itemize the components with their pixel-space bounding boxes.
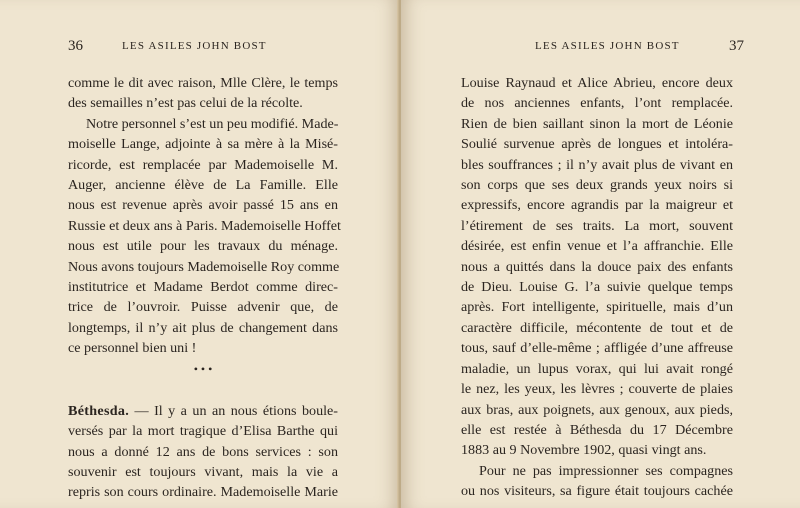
text-line: Soulié survenue après de longues et intolérа- [461,136,733,153]
text-line: Russie et deux ans à Paris. Mademoiselle Hoffet [68,217,341,234]
text-line: des semailles n’est pas celui de la récolte. [68,95,303,112]
text-line: nous est utile pour les travaux du ménage. [68,238,338,255]
text-line: nous a donné 12 ans de bons services : son [68,443,338,460]
text-fragment: — Il y a un an nous étions boule- [129,402,338,419]
text-line: tous, sauf d’elle-même ; affligée d’une affreuse [461,340,733,357]
left-page [0,0,399,508]
text-line: le nez, les yeux, les lèvres ; couverte de plaies [461,381,733,398]
text-line: Nous avons toujours Mademoiselle Roy comme [68,258,340,275]
text-line: de nos anciennes enfants, l’ont remplacée. [461,95,733,112]
page-number: 36 [68,38,83,54]
text-line: ricorde, est remplacée par Mademoiselle M. [68,156,338,173]
text-line: aux bras, aux poignets, aux genoux, aux pieds, [461,401,733,418]
text-line [68,401,338,421]
text-line: repris son cours ordinaire. Mademoiselle Marie [68,484,338,501]
text-line: expressifs, encore agrandis par la maigreur et [461,197,733,214]
text-line: versés par la mort tragique d’Elisa Barthe qui [68,423,338,440]
text-line: après. Fort intelligente, spirituelle, mais d’un [461,299,733,316]
page-body [68,73,341,503]
section-heading: Béthesda. [68,402,130,419]
text-line: Rien de bien saillant sinon la mort de Léonie [461,115,733,132]
text-line: longtemps, il n’y ait plus de changement dans [68,319,338,336]
text-line: de Dieu. Louise G. l’a suivie quelque temps [461,279,733,296]
text-line: bles souffrances ; il n’y avait plus de vivant en [461,156,733,173]
text-line: l’étirement de ses traits. La mort, souvent [461,217,733,234]
text-line: caractère difficile, mécontente de tout et de [461,319,733,336]
text-line: son corps que ses deux grands yeux noirs si [461,177,733,194]
text-line: Notre personnel s’est un peu modifié. Made- [86,115,339,132]
text-line: moiselle Lange, adjointe à sa mère à la Misé- [68,136,338,153]
text-line: 1883 au 9 Novembre 1902, quasi vingt ans. [461,442,707,459]
text-line: elle est restée à Béthesda du 17 Décembre [461,421,733,438]
text-line: nous est revenue après avoir passé 15 ans en [68,197,338,214]
text-line: nous a quittés dans la douce paix des enfants [461,258,733,275]
text-line: maladie, un lupus vorax, qui lui avait rongé [461,360,733,377]
text-line: institutrice et Madame Berdot comme direc- [68,279,338,296]
text-line: Pour ne pas impressionner ses compagnes [479,462,733,479]
page-number: 37 [729,38,744,54]
page-body [461,73,733,502]
text-line: comme le dit avec raison, Mlle Clère, le temps [68,75,338,91]
text-line: ou nos visiteurs, sa figure était toujours cachée [461,483,733,500]
right-page [401,0,800,508]
running-header: LES ASILES JOHN BOST [535,40,680,52]
section-separator: • • • [193,361,213,376]
text-line: souvenir est toujours vivant, mais la vie a [68,463,338,480]
running-header: LES ASILES JOHN BOST [122,40,267,52]
text-line: désirée, est enfin venue et l’a affranchie. Elle [461,238,733,255]
text-line: ce personnel bien uni ! [68,340,197,357]
text-line: Auger, ancienne élève de La Famille. Elle [68,177,338,194]
text-line: trice de l’ouvroir. Puisse advenir que, de [68,299,338,316]
text-line: Louise Raynaud et Alice Abrieu, encore deux [461,75,733,91]
